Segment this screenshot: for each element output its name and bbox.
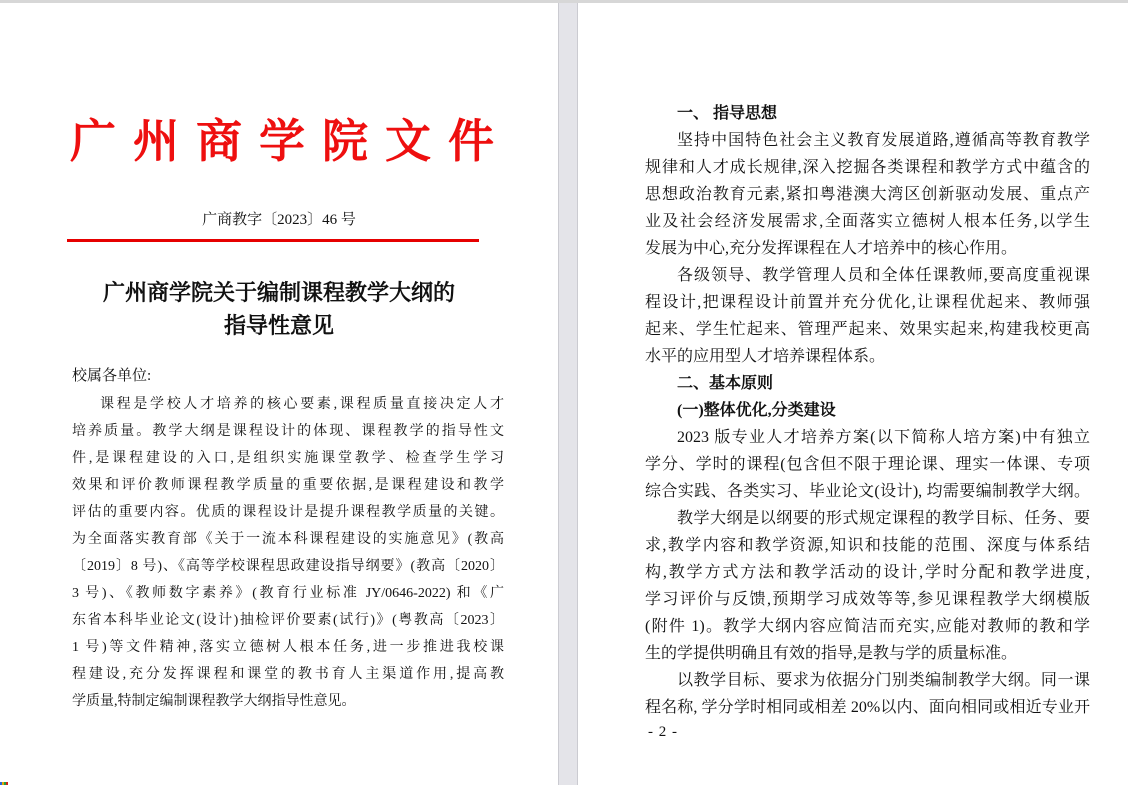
left-page-body [72,391,504,715]
text-line: 学质量,特制定编制课程教学大纲指导性意见。 [72,694,356,709]
text-line: 坚持中国特色社会主义教育发展道路,遵循高等教育教学 [677,132,1090,149]
document-title-line2: 指导性意见 [223,313,334,338]
text-line: 件,是课程建设的入口,是组织实施课堂教学、检查学生学习 [72,451,504,466]
text-line: 学分、学时的课程(包含但不限于理论课、理实一体课、专项 [645,456,1090,473]
document-number: 广商教字〔2023〕46 号 [202,212,356,228]
text-line: 程设计,把课程设计前置并充分优化,让课程优起来、教师强 [645,294,1090,311]
text-line: 效果和评价教师课程教学质量的重要依据,是课程建设和教学 [72,478,504,493]
text-line: 发展为中心,充分发挥课程在人才培养中的核心作用。 [645,240,1018,257]
text-line: 综合实践、各类实习、毕业论文(设计), 均需要编制教学大纲。 [645,483,1090,500]
text-line: (附件 1)。教学大纲内容应简洁而充实,应能对教师的教和学 [645,618,1090,635]
text-line: 学习评价与反馈,预期学习成效等等,参见课程教学大纲模版 [645,591,1090,608]
red-divider-rule [67,239,479,242]
text-line: 程名称, 学分学时相同或相差 20%以内、面向相同或相近专业开 [645,699,1090,716]
text-line: 思想政治教育元素,紧扣粤港澳大湾区创新驱动发展、重点产 [645,186,1090,203]
text-line: 求,教学内容和教学资源,知识和技能的范围、深度与体系结 [645,537,1090,554]
document-title [0,276,558,342]
text-line: 业及社会经济发展需求,全面落实立德树人根本任务,以学生 [645,213,1090,230]
text-line: 各级领导、教学管理人员和全体任课教师,要高度重视课 [677,267,1090,284]
text-line: 课程是学校人才培养的核心要素,课程质量直接决定人才 [100,397,504,412]
document-title-line1: 广州商学院关于编制课程教学大纲的 [102,280,455,305]
text-line: 规律和人才成长规律,深入挖掘各类课程和教学方式中蕴含的 [645,159,1090,176]
text-line: 二、基本原则 [677,375,774,392]
text-line: 一、 指导思想 [677,105,778,122]
text-line: 以教学目标、要求为依据分门别类编制教学大纲。同一课 [677,672,1090,689]
document-page-2 [578,3,1128,785]
text-line: 生的学提供明确且有效的指导,是教与学的质量标准。 [645,645,1018,662]
text-line: 2023 版专业人才培养方案(以下简称人培方案)中有独立 [677,429,1090,446]
text-line: 培养质量。教学大纲是课程设计的体现、课程教学的指导性文 [72,424,504,439]
text-line: (一)整体优化,分类建设 [677,402,836,419]
text-line: 〔2019〕8 号)、《高等学校课程思政建设指导纲要》(教高〔2020〕 [72,559,504,574]
text-line: 水平的应用型人才培养课程体系。 [645,348,886,365]
document-page-1 [0,3,558,785]
text-line: 构,教学方式方法和教学活动的设计,学时分配和教学进度, [645,564,1090,581]
page-number: - 2 - [648,724,678,740]
text-line: 1 号)等文件精神,落实立德树人根本任务,进一步推进我校课 [72,640,504,655]
text-line: 起来、学生忙起来、管理严起来、效果实起来,构建我校更高 [645,321,1090,338]
text-line: 评估的重要内容。优质的课程设计是提升课程教学质量的关键。 [72,505,504,520]
text-line: 东省本科毕业论文(设计)抽检评价要素(试行)》(粤教高〔2023〕 [72,613,504,628]
letterhead-title: 广 州 商 学 院 文 件 [70,116,494,167]
text-line: 程建设,充分发挥课程和课堂的教书育人主渠道作用,提高教 [72,667,504,682]
right-page-body [645,100,1090,721]
salutation: 校属各单位: [72,368,152,384]
text-line: 为全面落实教育部《关于一流本科课程建设的实施意见》(教高 [72,532,504,547]
text-line: 3 号)、《教师数字素养》(教育行业标准 JY/0646-2022) 和《广 [72,586,504,601]
page-gap-divider [558,3,578,785]
text-line: 教学大纲是以纲要的形式规定课程的教学目标、任务、要 [677,510,1090,527]
